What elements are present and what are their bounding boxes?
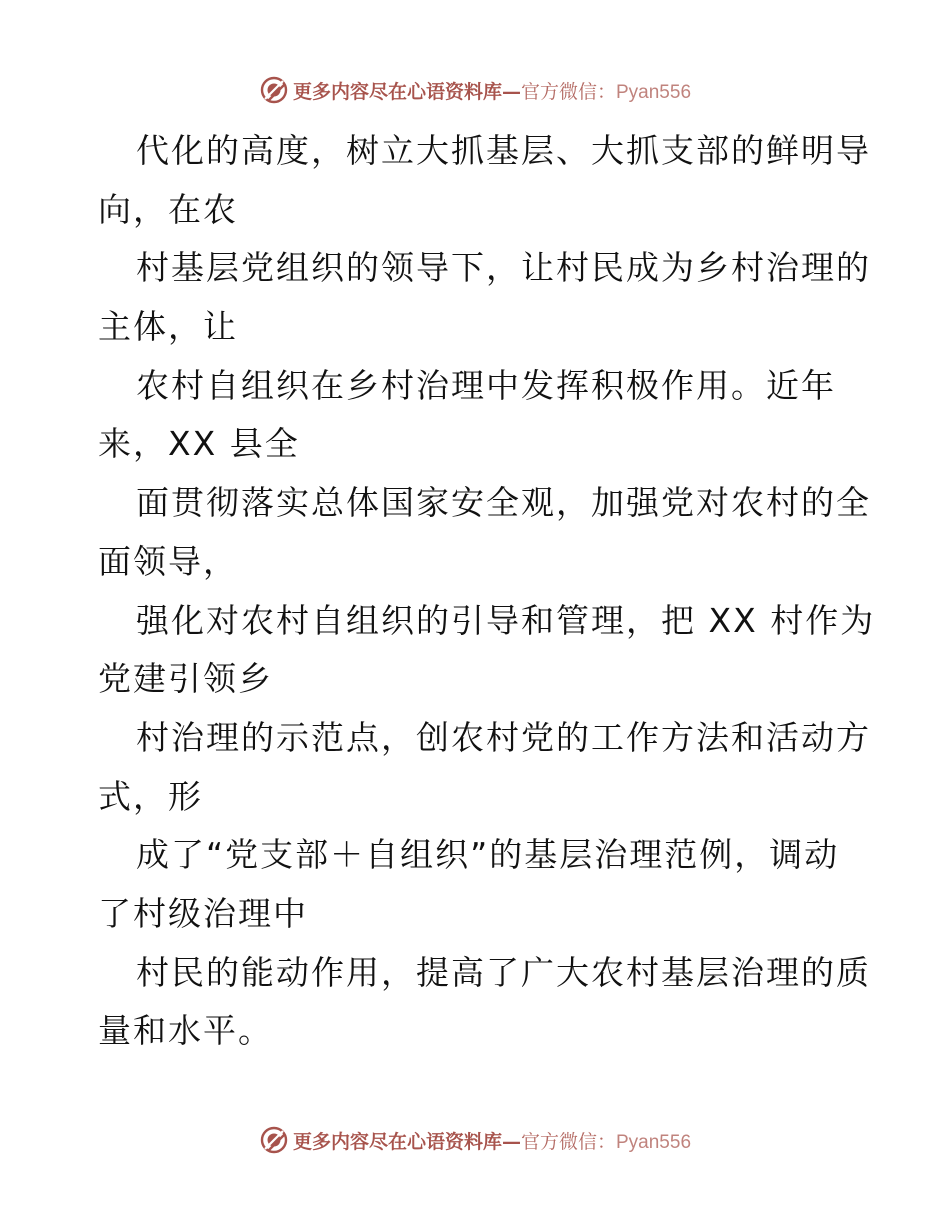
- document-body: [98, 122, 876, 1061]
- wechat-id: Pyan556: [616, 81, 692, 103]
- text-line: 面贯彻落实总体国家安全观，加强党对农村的全: [136, 483, 871, 523]
- text-line: 面领导，: [98, 541, 238, 581]
- text-line: 农村自组织在乡村治理中发挥积极作用。近年: [136, 365, 836, 405]
- text-line: 主体，让: [98, 307, 238, 347]
- text-line: 来，XX 县全: [98, 424, 300, 464]
- text-line: 量和水平。: [98, 1011, 273, 1051]
- banner-title: 更多内容尽在心语资料库: [292, 80, 502, 103]
- text-line: 村基层党组织的领导下，让村民成为乡村治理的: [136, 248, 871, 288]
- banner-text: [293, 1127, 691, 1154]
- text-line: 村民的能动作用，提高了广大农村基层治理的质: [136, 952, 871, 992]
- banner-dash: —: [501, 1130, 521, 1153]
- text-line: 了村级治理中: [98, 893, 308, 933]
- text-line: 党建引领乡: [98, 659, 273, 699]
- wechat-id: Pyan556: [616, 1131, 692, 1153]
- wechat-label: 官方微信：: [520, 80, 616, 103]
- banner-text: [293, 77, 691, 104]
- wechat-label: 官方微信：: [520, 1130, 616, 1153]
- text-line: 强化对农村自组织的引导和管理，把 XX 村作为: [136, 600, 876, 640]
- text-line: 代化的高度，树立大抓基层、大抓支部的鲜明导: [136, 131, 871, 170]
- seal-logo-icon: [259, 75, 289, 105]
- seal-logo-icon: [259, 1125, 289, 1155]
- footer-banner: [0, 1120, 950, 1160]
- banner-title: 更多内容尽在心语资料库: [292, 1130, 502, 1153]
- text-line: 成了“党支部＋自组织”的基层治理范例，调动: [136, 835, 840, 875]
- banner-dash: —: [501, 80, 521, 103]
- text-line: 式，形: [98, 776, 203, 816]
- text-line: 村治理的示范点，创农村党的工作方法和活动方: [136, 717, 871, 757]
- text-line: 向，在农: [98, 189, 238, 229]
- header-banner: [0, 70, 950, 110]
